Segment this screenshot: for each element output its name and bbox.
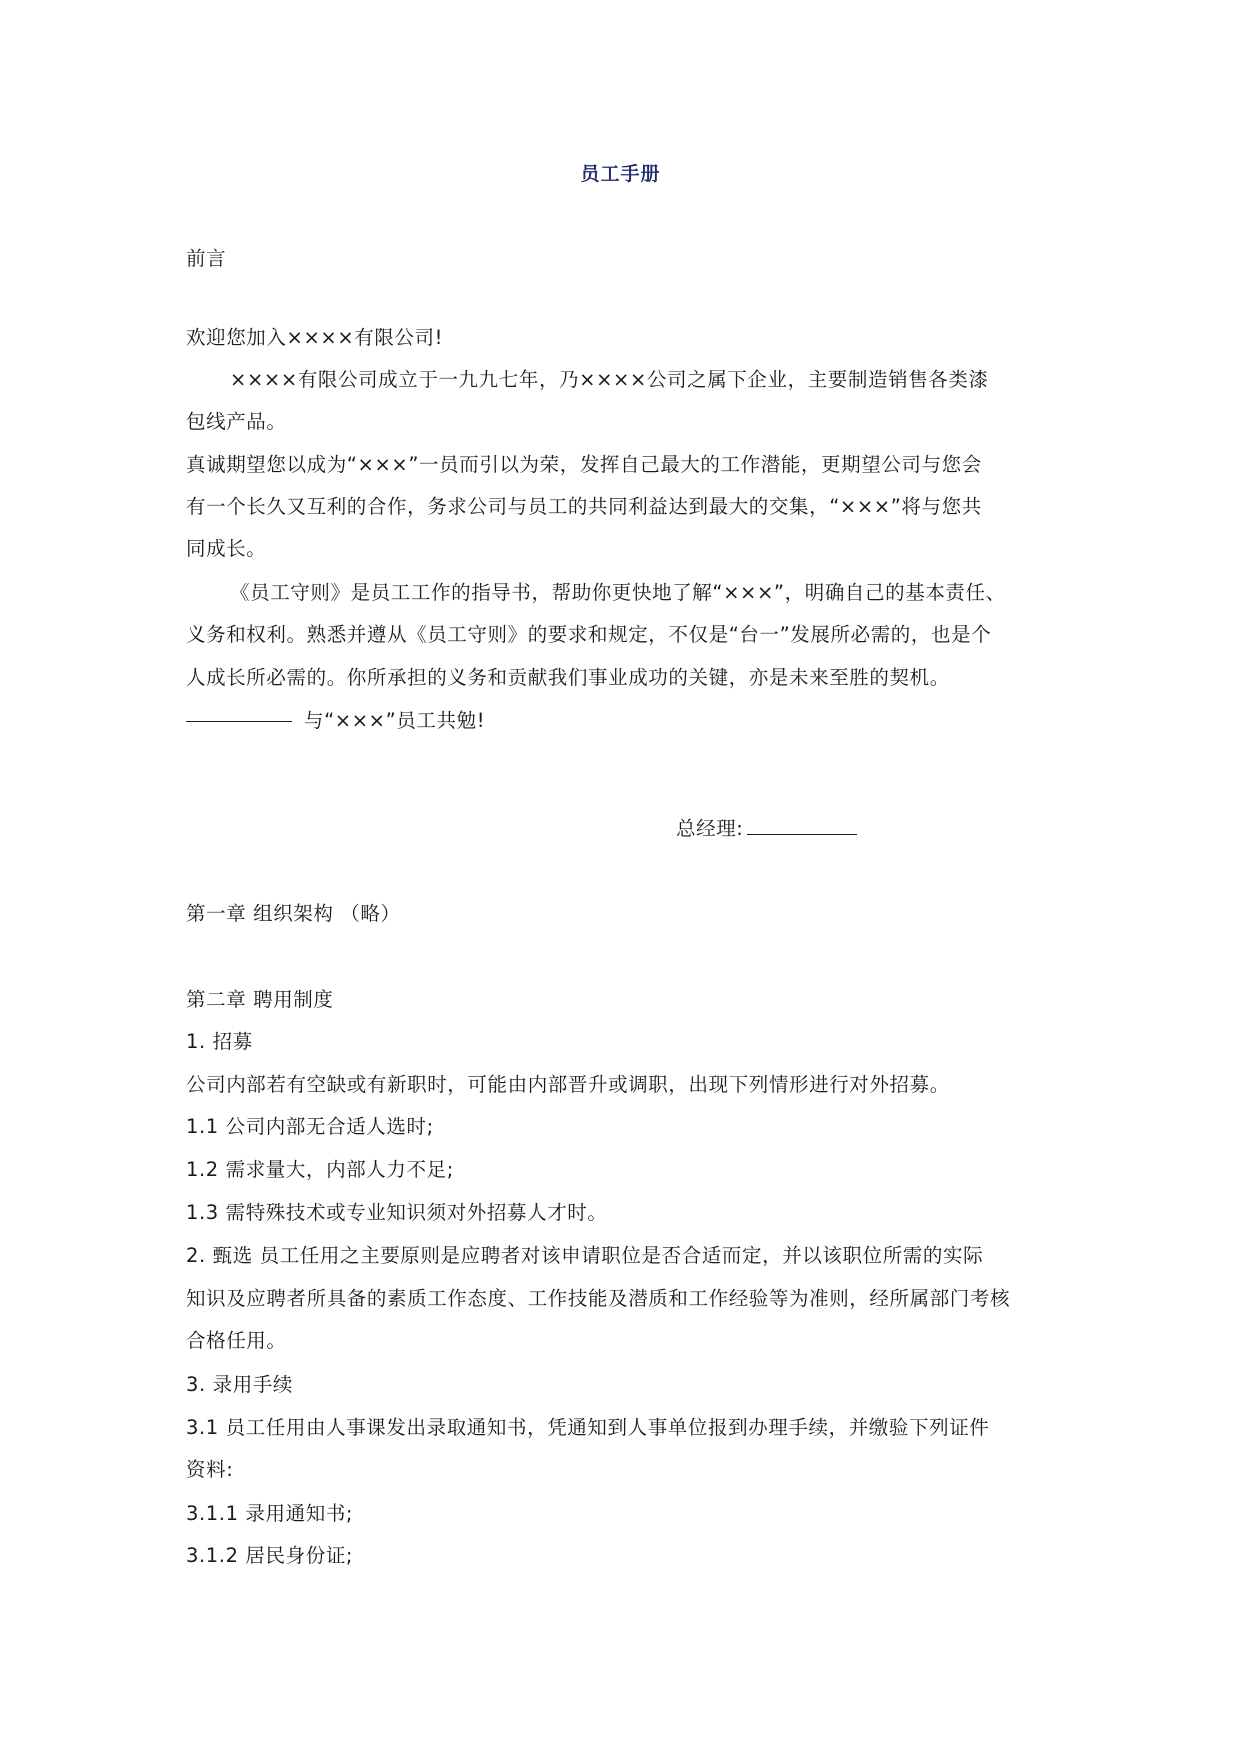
general-manager-signature — [676, 814, 857, 844]
closing-line — [186, 706, 1066, 736]
paragraph-line: 真诚期望您以成为“×××”一员而引以为荣，发挥自己最大的工作潜能，更期望公司与您会 — [186, 453, 982, 476]
gm-label: 总经理: — [676, 817, 744, 840]
dash-rule — [186, 721, 292, 722]
preface-heading: 前言 — [186, 247, 227, 270]
paragraph-line: 3.1 员工任用由人事课发出录取通知书，凭通知到人事单位报到办理手续，并缴验下列证件 — [186, 1416, 990, 1439]
list-item: 3.1.1 录用通知书; — [186, 1502, 354, 1525]
paragraph-line: 有一个长久又互利的合作，务求公司与员工的共同利益达到最大的交集，“×××”将与您共 — [186, 495, 982, 518]
closing-text: 与“×××”员工共勉! — [304, 709, 486, 732]
paragraph-line: 知识及应聘者所具备的素质工作态度、工作技能及潜质和工作经验等为准则，经所属部门考核 — [186, 1287, 1011, 1310]
paragraph-line: 人成长所必需的。你所承担的义务和贡献我们事业成功的关键，亦是未来至胜的契机。 — [186, 666, 950, 689]
signature-blank — [747, 814, 857, 835]
chapter-heading: 第一章 组织架构 （略） — [186, 902, 401, 925]
welcome-line: 欢迎您加入××××有限公司! — [186, 326, 444, 349]
list-item: 1.1 公司内部无合适人选时; — [186, 1115, 434, 1138]
document-title: 员工手册 — [580, 163, 661, 185]
list-item: 1.2 需求量大，内部人力不足; — [186, 1158, 454, 1181]
section-heading: 1. 招募 — [186, 1030, 253, 1053]
paragraph-line: 包线产品。 — [186, 410, 287, 433]
paragraph-line: 资料: — [186, 1458, 234, 1481]
paragraph-line: 合格任用。 — [186, 1329, 287, 1352]
paragraph-line: 公司内部若有空缺或有新职时，可能由内部晋升或调职，出现下列情形进行对外招募。 — [186, 1073, 950, 1096]
paragraph-line: 同成长。 — [186, 537, 267, 560]
list-item: 1.3 需特殊技术或专业知识须对外招募人才时。 — [186, 1201, 608, 1224]
paragraph-line: ××××有限公司成立于一九九七年，乃××××公司之属下企业，主要制造销售各类漆 — [230, 368, 989, 391]
paragraph-line: 义务和权利。熟悉并遵从《员工守则》的要求和规定，不仅是“台一”发展所必需的，也是个 — [186, 623, 992, 646]
chapter-heading: 第二章 聘用制度 — [186, 988, 334, 1011]
section-heading: 3. 录用手续 — [186, 1373, 294, 1396]
paragraph-line: 《员工守则》是员工工作的指导书，帮助你更快地了解“×××”，明确自己的基本责任、 — [230, 581, 1006, 604]
list-item: 3.1.2 居民身份证; — [186, 1544, 354, 1567]
paragraph-line: 2. 甄选 员工任用之主要原则是应聘者对该申请职位是否合适而定，并以该职位所需的实际 — [186, 1244, 984, 1267]
